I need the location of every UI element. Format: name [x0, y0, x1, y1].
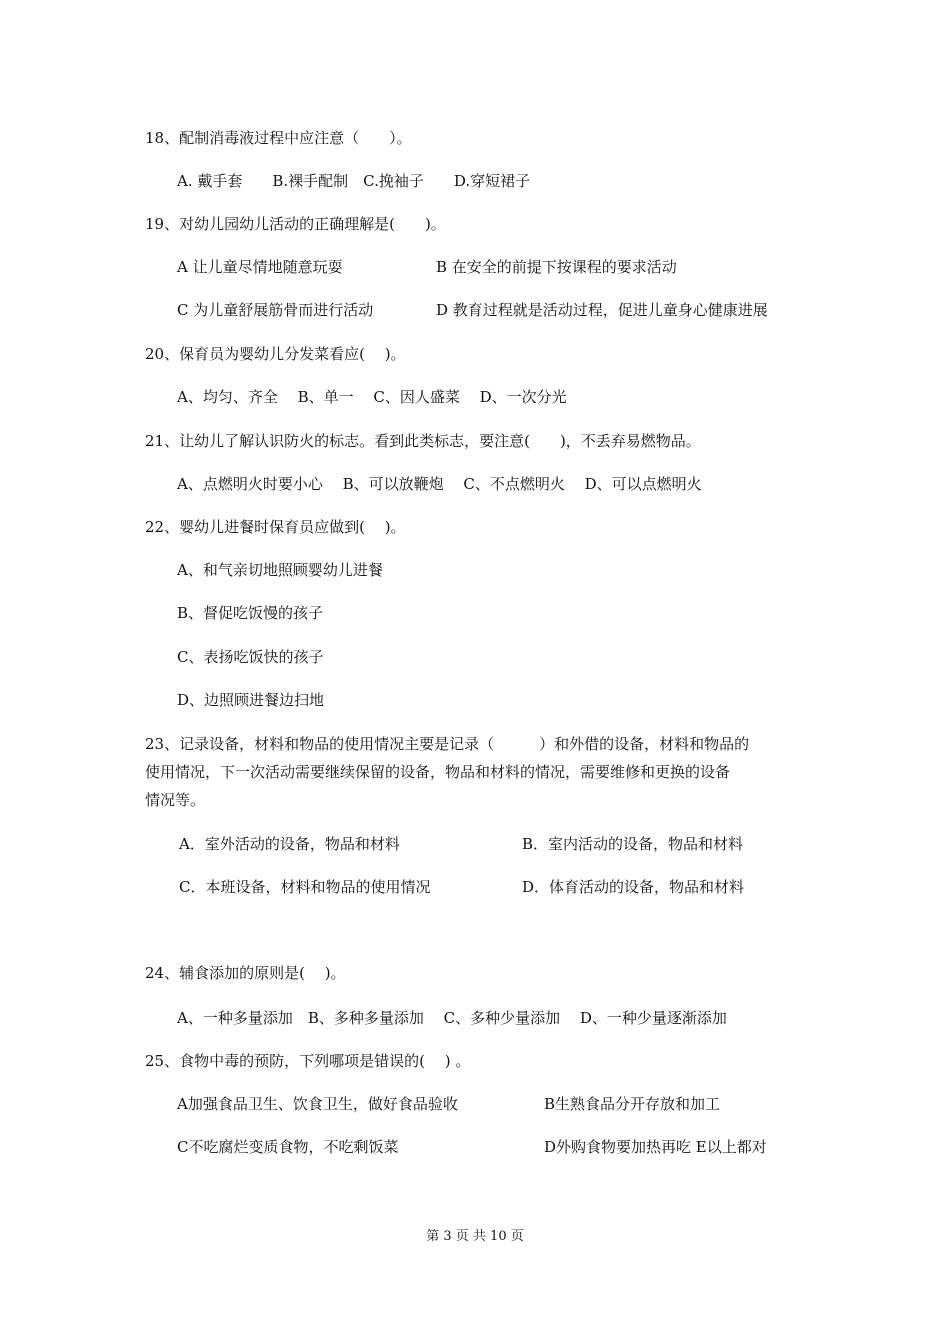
question-19-option-a: A 让儿童尽情地随意玩耍: [177, 258, 343, 276]
page-footer: 第 3 页 共 10 页: [426, 1229, 524, 1244]
question-19-option-d: D 教育过程就是活动过程，促进儿童身心健康进展: [436, 301, 768, 319]
question-25-option-b: B生熟食品分开存放和加工: [544, 1095, 721, 1113]
question-23-stem-line-3: 情况等。: [145, 791, 206, 809]
question-20-options: A、均匀、齐全 B、单一 C、因人盛菜 D、一次分光: [177, 388, 567, 406]
question-21-stem: 21、让幼儿了解认识防火的标志。看到此类标志，要注意( )，不丢弃易燃物品。: [145, 432, 701, 450]
question-23-stem-line-2: 使用情况，下一次活动需要继续保留的设备，物品和材料的情况，需要维修和更换的设备: [145, 763, 731, 781]
question-25-option-a: A加强食品卫生、饮食卫生，做好食品验收: [177, 1095, 458, 1113]
question-19-option-c: C 为儿童舒展筋骨而进行活动: [177, 301, 374, 319]
question-25-stem: 25、食物中毒的预防，下列哪项是错误的( ) 。: [145, 1052, 471, 1070]
question-24-stem: 24、辅食添加的原则是( )。: [145, 964, 346, 982]
question-23-option-a: A．室外活动的设备，物品和材料: [179, 835, 400, 853]
question-21-options: A、点燃明火时要小心 B、可以放鞭炮 C、不点燃明火 D、可以点燃明火: [177, 475, 702, 493]
question-22-option-b: B、督促吃饭慢的孩子: [177, 604, 324, 622]
question-22-stem: 22、婴幼儿进餐时保育员应做到( )。: [145, 518, 406, 536]
question-18-stem: 18、配制消毒液过程中应注意（ ）。: [145, 129, 412, 147]
question-23-option-c: C．本班设备，材料和物品的使用情况: [179, 878, 431, 896]
question-20-stem: 20、保育员为婴幼儿分发菜看应( )。: [145, 345, 406, 363]
question-24-options: A、一种多量添加 B、多种多量添加 C、多种少量添加 D、一种少量逐渐添加: [177, 1009, 727, 1027]
question-22-option-c: C、表扬吃饭快的孩子: [177, 648, 324, 666]
question-19-option-b: B 在安全的前提下按课程的要求活动: [436, 258, 677, 276]
question-23-option-d: D．体育活动的设备，物品和材料: [522, 878, 745, 896]
question-25-option-d: D外购食物要加热再吃 E以上都对: [544, 1138, 767, 1156]
question-22-option-d: D、边照顾进餐边扫地: [177, 691, 325, 709]
question-23-stem-line-1: 23、记录设备，材料和物品的使用情况主要是记录（ ）和外借的设备，材料和物品的: [145, 735, 750, 753]
question-19-stem: 19、对幼儿园幼儿活动的正确理解是( )。: [145, 215, 446, 233]
question-22-option-a: A、和气亲切地照顾婴幼儿进餐: [177, 561, 383, 579]
question-18-options: A. 戴手套 B.裸手配制 C.挽袖子 D.穿短裙子: [177, 172, 531, 190]
question-25-option-c: C不吃腐烂变质食物，不吃剩饭菜: [177, 1138, 399, 1156]
question-23-option-b: B．室内活动的设备，物品和材料: [522, 835, 744, 853]
